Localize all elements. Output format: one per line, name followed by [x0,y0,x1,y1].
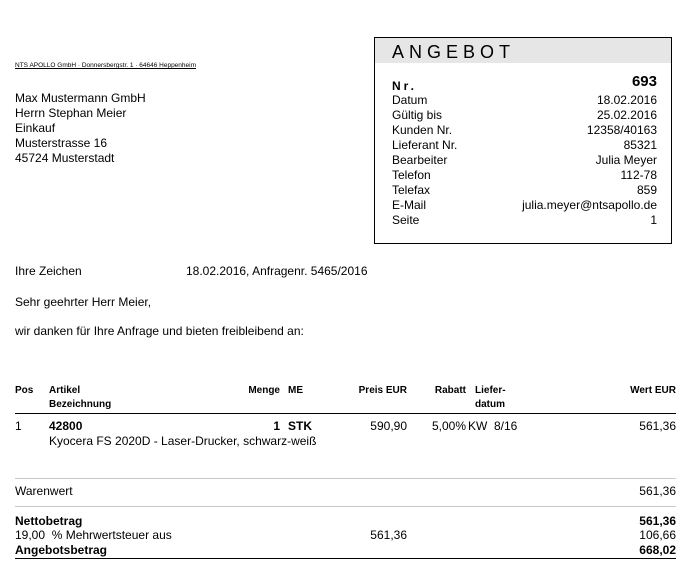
row-preis: 590,90 [370,419,407,433]
col-header-artikel: Artikel [49,385,81,396]
items-rule [15,478,676,479]
offer-info-box [374,37,672,244]
field-email [392,198,657,213]
sender-line: NTS APOLLO GmbH · Donnersbergstr. 1 · 64646 Heppenheim [15,62,197,69]
col-header-preis: Preis EUR [358,385,407,396]
field-bearbeiter [392,153,657,168]
field-telefax [392,183,657,198]
mwst-label: 19,00 % Mehrwertsteuer aus [15,528,172,542]
offer-fields [392,73,657,228]
col-header-me: ME [288,385,303,396]
angebot-label: Angebotsbetrag [15,543,108,557]
field-value: 859 [636,183,657,197]
recipient-address [15,91,146,166]
recipient-contact: Herrn Stephan Meier [15,106,127,120]
recipient-department: Einkauf [15,121,56,135]
offer-title: ANGEBOT [392,42,516,62]
offer-number-row [392,71,657,93]
col-header-rabatt: Rabatt [434,385,466,396]
recipient-city: 45724 Musterstadt [15,151,115,165]
field-label: Datum [392,93,428,107]
offer-number: 693 [631,73,657,90]
recipient-company: Max Mustermann GmbH [15,91,146,105]
mwst-value: 106,66 [639,528,676,542]
field-label: E-Mail [392,198,427,212]
col-header-datum: datum [475,399,505,410]
intro-text: wir danken für Ihre Anfrage und bieten freibleibend an: [15,324,304,338]
field-value: julia.meyer@ntsapollo.de [522,198,657,212]
reference-label: Ihre Zeichen [15,264,82,278]
row-lieferdatum: KW 8/16 [468,419,518,433]
row-me: STK [288,419,312,433]
field-seite [392,213,657,228]
field-label: Seite [392,213,420,227]
field-telefon [392,168,657,183]
col-header-bezeichnung: Bezeichnung [49,399,112,410]
warenwert-value: 561,36 [639,484,676,498]
warenwert-label: Warenwert [15,484,73,498]
field-value: 25.02.2016 [596,108,657,122]
field-value: 1 [650,213,657,227]
field-datum [392,93,657,108]
field-kunden-nr [392,123,657,138]
table-header-rule [15,413,676,414]
col-header-pos: Pos [15,385,34,396]
field-lieferant-nr [392,138,657,153]
netto-label: Nettobetrag [15,514,83,528]
row-artikel: 42800 [49,419,83,433]
field-gueltig-bis [392,108,657,123]
field-label: Telefon [392,168,431,182]
offer-number-label: Nr. [392,79,418,93]
row-pos: 1 [15,419,22,433]
recipient-street: Musterstrasse 16 [15,136,108,150]
row-menge: 1 [273,419,280,433]
field-label: Telefax [392,183,431,197]
col-header-menge: Menge [248,385,280,396]
field-label: Bearbeiter [392,153,448,167]
field-value: 12358/40163 [586,123,657,137]
field-label: Gültig bis [392,108,443,122]
netto-value: 561,36 [639,514,676,528]
field-label: Lieferant Nr. [392,138,458,152]
mwst-base: 561,36 [370,528,407,542]
reference-value: 18.02.2016, Anfragenr. 5465/2016 [186,264,368,278]
field-value: Julia Meyer [595,153,657,167]
row-bezeichnung: Kyocera FS 2020D - Laser-Drucker, schwarz-weiß [49,434,317,448]
angebot-value: 668,02 [639,543,676,557]
col-header-liefer: Liefer- [475,385,506,396]
greeting: Sehr geehrter Herr Meier, [15,295,152,309]
col-header-wert: Wert EUR [630,385,676,396]
field-value: 18.02.2016 [596,93,657,107]
final-rule [15,558,676,559]
totals-rule [15,506,676,507]
field-label: Kunden Nr. [392,123,453,137]
row-wert: 561,36 [639,419,676,433]
field-value: 112-78 [620,168,657,182]
field-value: 85321 [623,138,657,152]
row-rabatt: 5,00% [431,419,466,433]
